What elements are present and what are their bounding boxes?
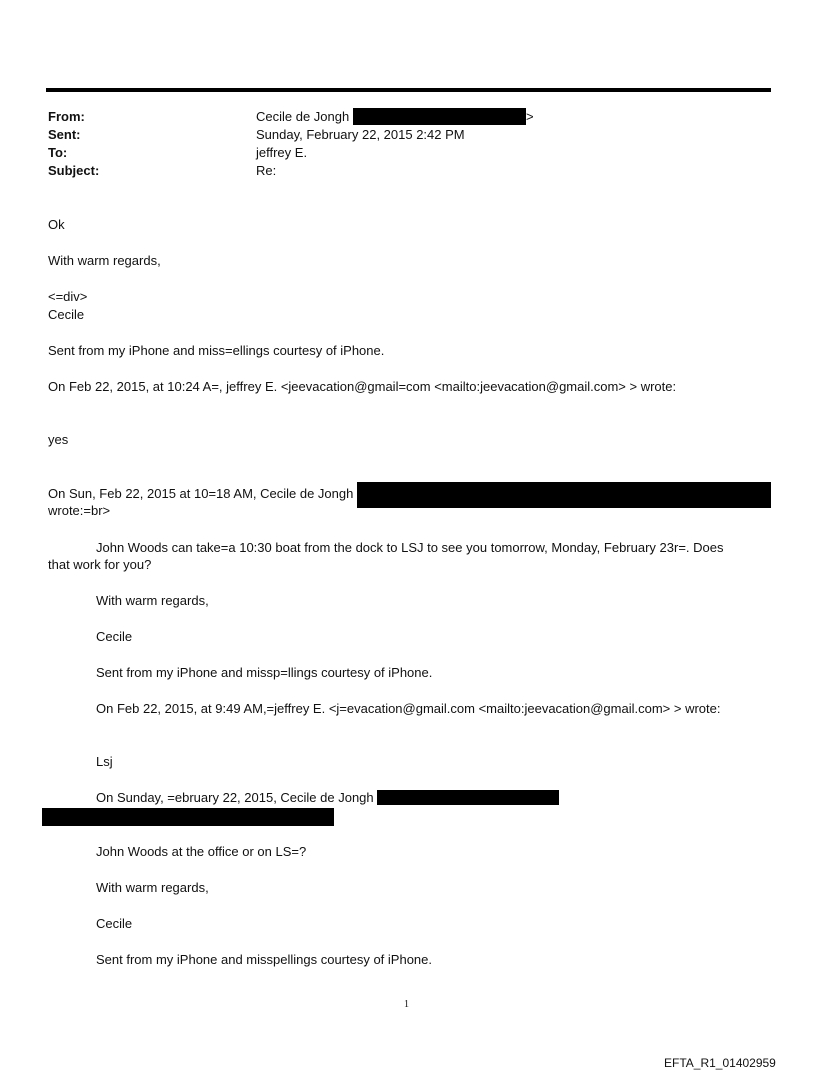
redaction-block: [42, 808, 334, 826]
body-text: Cecile: [96, 916, 133, 931]
body-text: Cecile: [96, 629, 133, 644]
body-text: Ok: [48, 217, 65, 232]
body-text: On Sunday, =ebruary 22, 2015, Cecile de Jongh: [96, 790, 374, 805]
subject-label: Subject:: [48, 163, 100, 178]
redaction-block: [377, 790, 559, 805]
body-text: Cecile: [48, 307, 85, 322]
sent-value: Sunday, February 22, 2015 2:42 PM: [256, 127, 465, 142]
page-number: 1: [404, 999, 409, 1010]
body-text: Lsj: [96, 754, 113, 769]
body-text: Sent from my iPhone and missp=llings courtesy of iPhone.: [96, 665, 433, 680]
redaction-block: [357, 482, 771, 508]
to-label: To:: [48, 145, 68, 160]
header-rule: [46, 88, 771, 92]
body-text: John Woods can take=a 10:30 boat from the dock to LSJ to see you tomorrow, Monday, February 23r=. Does: [96, 540, 724, 555]
from-tail: >: [526, 109, 534, 124]
to-value: jeffrey E.: [256, 145, 308, 160]
body-text: On Feb 22, 2015, at 10:24 A=, jeffrey E. <jeevacation@gmail=com <mailto:jeevacation@gmail.com> > wrote:: [48, 379, 677, 394]
body-text: that work for you?: [48, 557, 152, 572]
body-text: With warm regards,: [96, 593, 209, 608]
subject-value: Re:: [256, 163, 277, 178]
body-text: On Feb 22, 2015, at 9:49 AM,=jeffrey E. <j=evacation@gmail.com <mailto:jeevacation@gmail.com> > wrote:: [96, 701, 721, 716]
body-text: wrote:=br>: [48, 503, 111, 518]
body-text: On Sun, Feb 22, 2015 at 10=18 AM, Cecile de Jongh: [48, 486, 354, 501]
from-value: Cecile de Jongh: [256, 109, 350, 124]
sent-label: Sent:: [48, 127, 81, 142]
body-text: With warm regards,: [96, 880, 209, 895]
body-text: John Woods at the office or on LS=?: [96, 844, 307, 859]
body-text: Sent from my iPhone and miss=ellings courtesy of iPhone.: [48, 343, 385, 358]
body-text: <=div>: [48, 289, 88, 304]
from-label: From:: [48, 109, 85, 124]
body-text: yes: [48, 432, 69, 447]
redaction-block: [353, 108, 526, 125]
document-id: EFTA_R1_01402959: [664, 1056, 776, 1070]
body-text: Sent from my iPhone and misspellings courtesy of iPhone.: [96, 952, 433, 967]
body-text: With warm regards,: [48, 253, 161, 268]
